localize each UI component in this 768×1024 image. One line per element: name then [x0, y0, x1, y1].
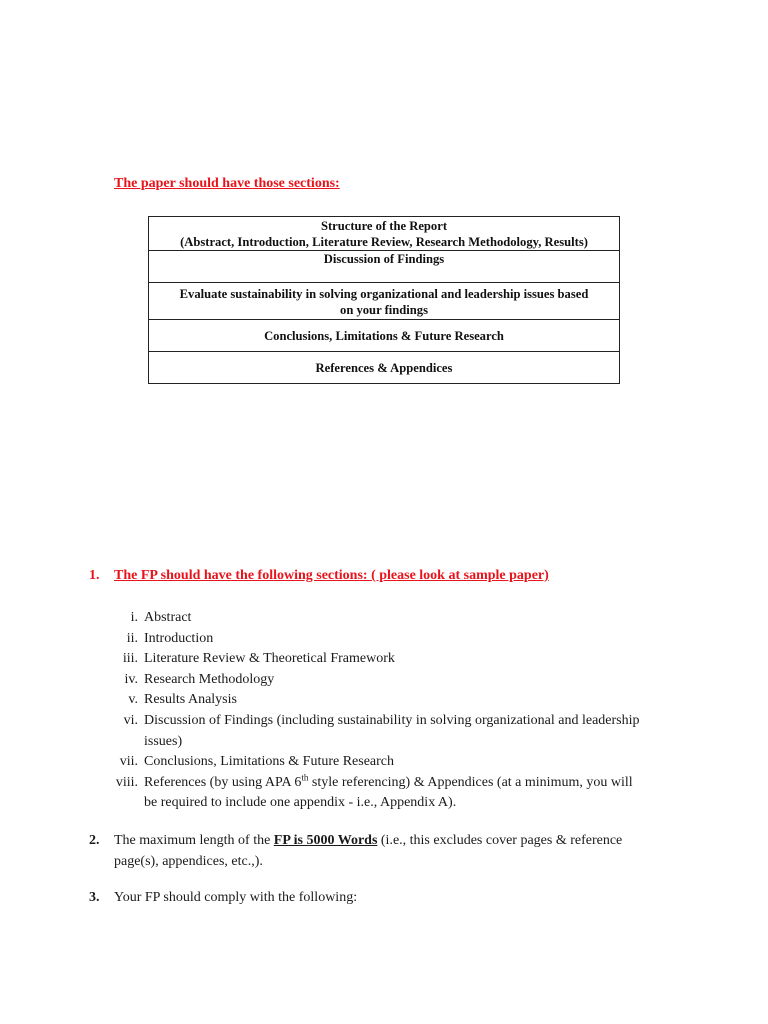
- report-structure-table: [148, 216, 620, 384]
- list-item: [104, 629, 684, 650]
- table-cell-references: References & Appendices: [149, 352, 620, 384]
- cell-line: on your findings: [340, 303, 428, 317]
- comply-item: [89, 890, 357, 906]
- item-text-line2: page(s), appendices, etc.,).: [114, 854, 263, 869]
- fp-heading-text: The FP should have the following sections: ( please look at sample paper): [114, 568, 549, 583]
- list-item: [104, 711, 684, 752]
- list-item-text: [144, 773, 684, 814]
- list-numeral: i.: [130, 610, 138, 625]
- cell-line: Structure of the Report: [320, 218, 448, 233]
- item-text: (i.e., this excludes cover pages & reference: [377, 833, 623, 848]
- list-item: [104, 670, 684, 691]
- cell-line: Evaluate sustainability in solving organizational and leadership issues based: [179, 287, 589, 301]
- list-item: [104, 752, 684, 773]
- list-numeral: v.: [128, 692, 138, 708]
- superscript: th: [301, 772, 309, 783]
- list-item-line: style referencing) & Appendices (at a minimum, you will: [308, 774, 633, 790]
- list-item-line: Discussion of Findings (including sustainability in solving organizational and leadership: [144, 712, 640, 728]
- list-number: 1.: [89, 568, 100, 583]
- word-limit-text: FP is 5000 Words: [273, 833, 378, 848]
- list-item: [104, 649, 684, 670]
- table-row: [149, 320, 620, 352]
- table-cell-evaluate: [149, 283, 620, 320]
- list-item: [104, 690, 684, 711]
- list-item: [104, 608, 684, 629]
- table-row: [149, 251, 620, 283]
- table-cell-structure: [149, 217, 620, 251]
- list-item-text: Literature Review & Theoretical Framework: [144, 651, 395, 667]
- table-row: [149, 217, 620, 251]
- list-numeral: vii.: [119, 754, 138, 770]
- fp-sections-heading: [89, 568, 549, 584]
- item-text: The maximum length of the: [114, 833, 274, 848]
- list-item-text: Results Analysis: [144, 692, 237, 708]
- list-numeral: iii.: [122, 651, 138, 667]
- list-item-line: References (by using APA 6: [144, 774, 302, 790]
- list-item-line: issues): [144, 733, 183, 749]
- cell-line: (Abstract, Introduction, Literature Review, Research Methodology, Results): [180, 234, 588, 249]
- list-numeral: vi.: [123, 712, 138, 728]
- list-item-text: Introduction: [144, 630, 214, 646]
- list-item-text: [144, 711, 684, 752]
- list-item: [104, 773, 684, 814]
- list-item-line: be required to include one appendix - i.e., Appendix A).: [144, 795, 457, 811]
- table-cell-discussion: Discussion of Findings: [149, 251, 620, 283]
- fp-sections-list: [104, 608, 684, 814]
- list-number: 2.: [89, 833, 100, 848]
- list-item-text: Conclusions, Limitations & Future Research: [144, 754, 395, 770]
- list-number: 3.: [89, 890, 100, 905]
- table-row: [149, 352, 620, 384]
- max-length-item: [89, 830, 689, 872]
- list-item-text: Research Methodology: [144, 671, 275, 687]
- sections-heading: The paper should have those sections:: [114, 176, 340, 191]
- list-numeral: iv.: [124, 671, 138, 687]
- item-text: Your FP should comply with the following:: [114, 890, 358, 905]
- list-numeral: viii.: [115, 774, 138, 790]
- table-row: [149, 283, 620, 320]
- list-numeral: ii.: [126, 630, 138, 646]
- list-item-text: Abstract: [144, 610, 192, 625]
- table-cell-conclusions: Conclusions, Limitations & Future Research: [149, 320, 620, 352]
